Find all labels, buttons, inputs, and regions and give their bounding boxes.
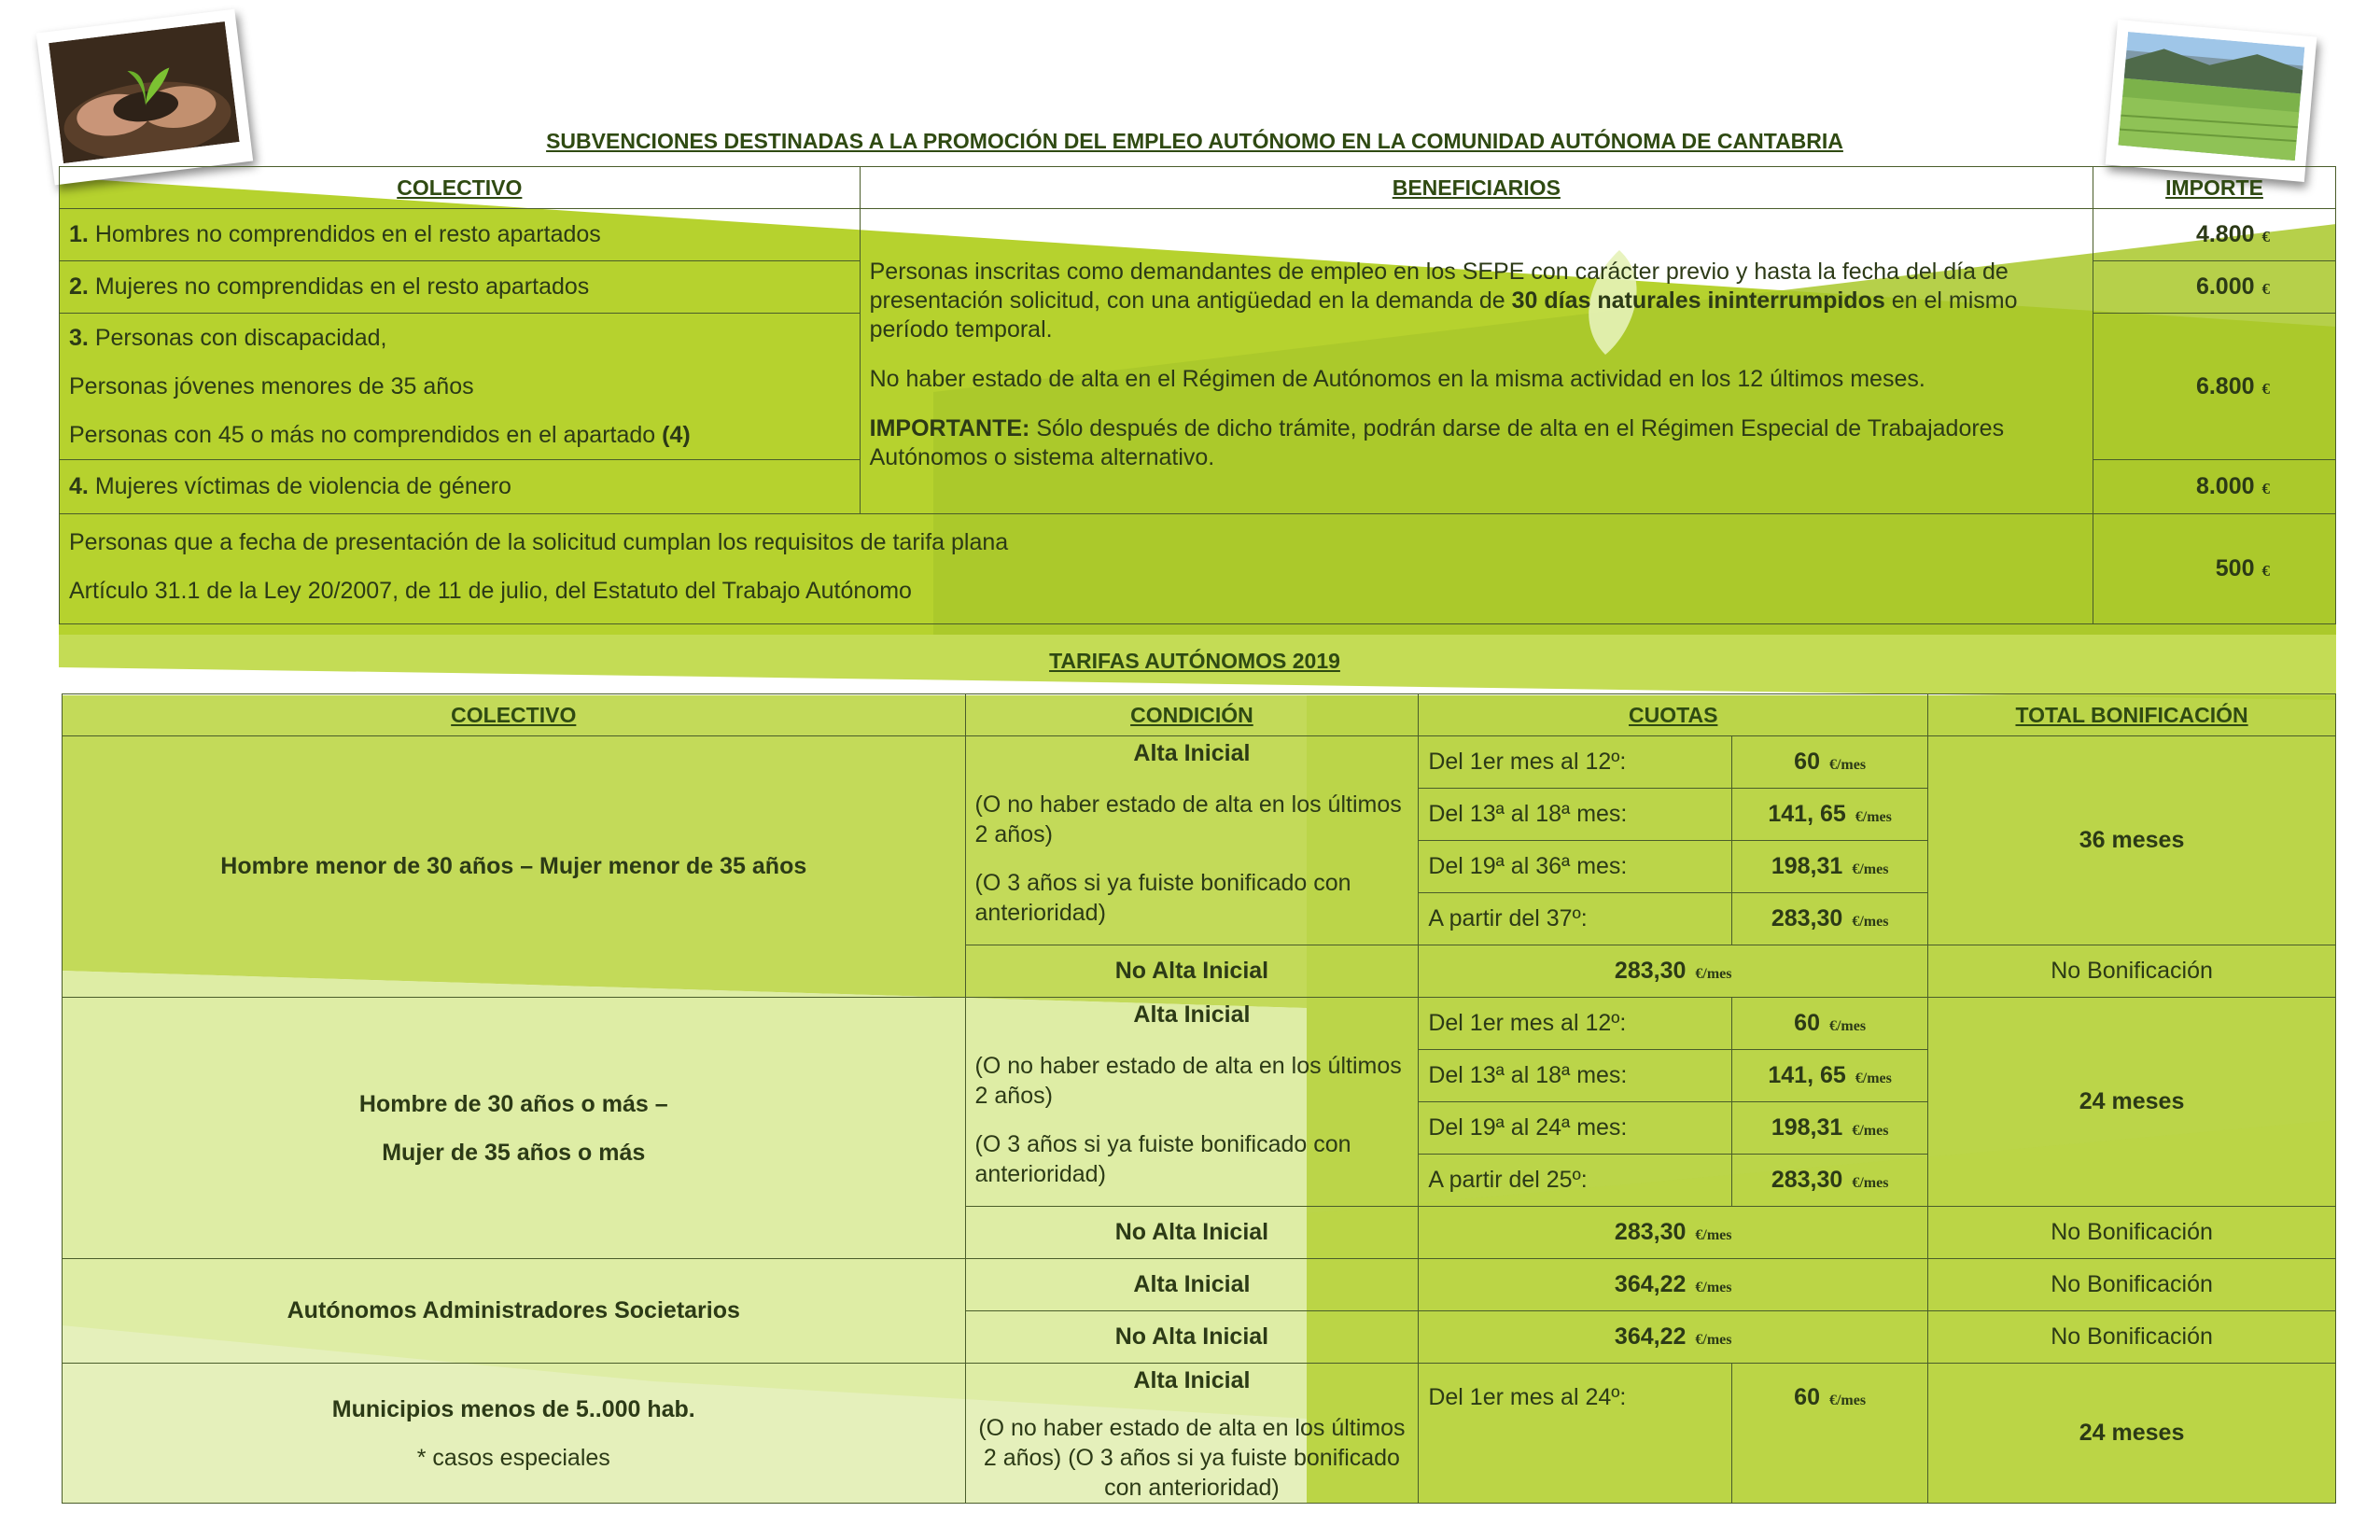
valor-cell: 364,22 €/mes <box>1419 1259 1928 1311</box>
header-condicion: CONDICIÓN <box>965 694 1419 736</box>
valor-cell: 198,31 €/mes <box>1732 841 1928 893</box>
periodo-cell: Del 13ª al 18ª mes: <box>1419 789 1732 841</box>
colectivo-cell: 2. Mujeres no comprendidas en el resto apartados <box>60 261 861 314</box>
valor-cell: 283,30 €/mes <box>1419 945 1928 998</box>
colectivo-cell: 1. Hombres no comprendidos en el resto apartados <box>60 209 861 261</box>
table-header-row <box>63 694 2336 736</box>
photo-plant-in-hands <box>36 9 253 186</box>
table-row <box>63 1364 2336 1504</box>
periodo-cell: A partir del 25º: <box>1419 1155 1732 1207</box>
periodo-cell: Del 19ª al 36ª mes: <box>1419 841 1732 893</box>
header-importe: IMPORTE <box>2093 167 2336 209</box>
subvenciones-table <box>59 166 2336 624</box>
table-row <box>60 514 2336 624</box>
importe-cell: 6.800 € <box>2093 314 2336 460</box>
condicion-cell: No Alta Inicial <box>965 1311 1419 1364</box>
table-row <box>63 736 2336 789</box>
table-row <box>63 998 2336 1050</box>
header-cuotas: CUOTAS <box>1419 694 1928 736</box>
condicion-cell: Alta Inicial <box>965 1259 1419 1311</box>
importe-cell: 4.800 € <box>2093 209 2336 261</box>
header-colectivo: COLECTIVO <box>63 694 966 736</box>
table-row <box>60 209 2336 261</box>
total-cell: 24 meses <box>1928 1364 2336 1504</box>
valor-cell: 283,30 €/mes <box>1732 1155 1928 1207</box>
table-header-row <box>60 167 2336 209</box>
colectivo-cell: Hombre de 30 años o más – Mujer de 35 años o más <box>63 998 966 1259</box>
colectivo-cell: 3. Personas con discapacidad, Personas jóvenes menores de 35 años Personas con 45 o más no comprendidos en el apartado (4) <box>60 314 861 460</box>
photo-green-field <box>2106 20 2317 182</box>
condicion-cell: Alta Inicial (O no haber estado de alta en los últimos 2 años) (O 3 años si ya fuiste bonificado con anterioridad) <box>965 736 1419 945</box>
header-colectivo: COLECTIVO <box>60 167 861 209</box>
total-cell: 24 meses <box>1928 998 2336 1207</box>
total-cell: No Bonificación <box>1928 945 2336 998</box>
periodo-cell: Del 13ª al 18ª mes: <box>1419 1050 1732 1102</box>
importe-cell: 8.000 € <box>2093 460 2336 514</box>
condicion-cell: No Alta Inicial <box>965 1207 1419 1259</box>
periodo-cell: Del 1er mes al 12º: <box>1419 736 1732 789</box>
main-title: SUBVENCIONES DESTINADAS A LA PROMOCIÓN DEL EMPLEO AUTÓNOMO EN LA COMUNIDAD AUTÓNOMA DE CANTABRIA <box>546 129 1843 153</box>
condicion-cell: Alta Inicial (O no haber estado de alta en los últimos 2 años) (O 3 años si ya fuiste bonificado con anterioridad) <box>965 998 1419 1207</box>
header-beneficiarios: BENEFICIARIOS <box>860 167 2093 209</box>
condicion-cell: Alta Inicial (O no haber estado de alta en los últimos 2 años) (O 3 años si ya fuiste bonificado con anterioridad) <box>965 1364 1419 1504</box>
valor-cell: 198,31 €/mes <box>1732 1102 1928 1155</box>
colectivo-cell: Autónomos Administradores Societarios <box>63 1259 966 1364</box>
total-cell: No Bonificación <box>1928 1311 2336 1364</box>
colectivo-cell: Municipios menos de 5..000 hab. * casos especiales <box>63 1364 966 1504</box>
beneficiarios-cell: Personas inscritas como demandantes de empleo en los SEPE con carácter previo y hasta la fecha del día de presentación solicitud, con una antigüedad en la demanda de 30 días naturales ininterrumpidos en el mismo período temporal. No haber estado de alta en el Régimen de Autónomos en la misma actividad en los 12 últimos meses. IMPORTANTE: Sólo después de dicho trámite, podrán darse de alta en el Régimen Especial de Trabajadores Autónomos o sistema alternativo. <box>860 209 2093 514</box>
valor-cell: 364,22 €/mes <box>1419 1311 1928 1364</box>
colectivo-cell: Hombre menor de 30 años – Mujer menor de 35 años <box>63 736 966 998</box>
tarifas-title: TARIFAS AUTÓNOMOS 2019 <box>1049 649 1340 673</box>
valor-cell: 283,30 €/mes <box>1732 893 1928 945</box>
total-cell: No Bonificación <box>1928 1207 2336 1259</box>
header-total: TOTAL BONIFICACIÓN <box>1928 694 2336 736</box>
tarifas-table <box>62 693 2336 1504</box>
condicion-cell: No Alta Inicial <box>965 945 1419 998</box>
valor-cell: 60 €/mes <box>1732 1364 1928 1504</box>
valor-cell: 141, 65 €/mes <box>1732 1050 1928 1102</box>
periodo-cell: Del 19ª al 24ª mes: <box>1419 1102 1732 1155</box>
periodo-cell: A partir del 37º: <box>1419 893 1732 945</box>
periodo-cell: Del 1er mes al 24º: <box>1419 1364 1732 1504</box>
tarifa-plana-cell: Personas que a fecha de presentación de la solicitud cumplan los requisitos de tarifa plana Artículo 31.1 de la Ley 20/2007, de 11 de julio, del Estatuto del Trabajo Autónomo <box>60 514 2093 624</box>
valor-cell: 141, 65 €/mes <box>1732 789 1928 841</box>
total-cell: No Bonificación <box>1928 1259 2336 1311</box>
valor-cell: 60 €/mes <box>1732 998 1928 1050</box>
valor-cell: 283,30 €/mes <box>1419 1207 1928 1259</box>
importe-cell: 500 € <box>2093 514 2336 624</box>
colectivo-cell: 4. Mujeres víctimas de violencia de género <box>60 460 861 514</box>
valor-cell: 60 €/mes <box>1732 736 1928 789</box>
importe-cell: 6.000 € <box>2093 261 2336 314</box>
total-cell: 36 meses <box>1928 736 2336 945</box>
periodo-cell: Del 1er mes al 12º: <box>1419 998 1732 1050</box>
table-row <box>63 1259 2336 1311</box>
